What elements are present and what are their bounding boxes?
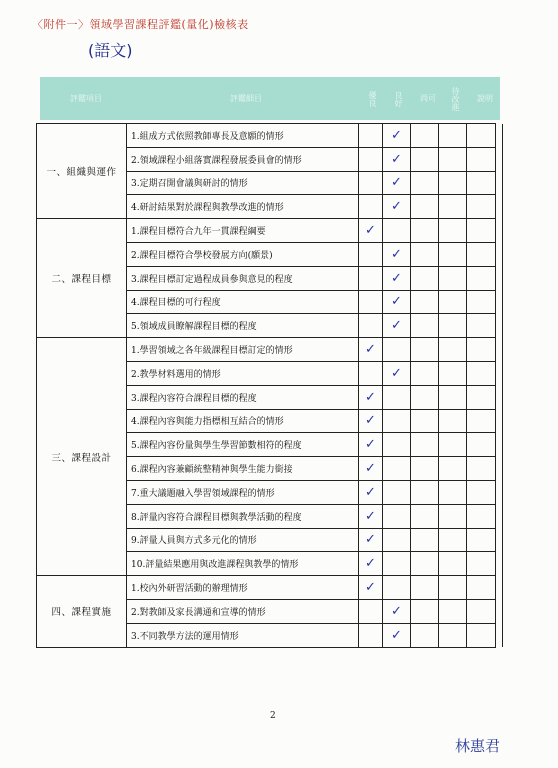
rating-cell — [467, 242, 496, 266]
criterion-text: 7.重大議題融入學習領域課程的情形 — [127, 480, 359, 504]
criterion-text: 1.課程目標符合九年一貫課程綱要 — [127, 219, 359, 243]
rating-cell — [439, 528, 467, 552]
rating-cell — [359, 361, 383, 385]
check-mark: ✓ — [383, 242, 411, 266]
check-mark: ✓ — [383, 171, 411, 195]
rating-cell — [439, 266, 467, 290]
rating-cell — [411, 124, 439, 148]
check-mark: ✓ — [359, 576, 383, 600]
margin-cell — [496, 385, 503, 409]
rating-cell — [467, 266, 496, 290]
subject-label: (語文) — [88, 41, 133, 60]
rating-cell — [467, 599, 496, 623]
rating-cell — [411, 314, 439, 338]
table-row — [37, 219, 503, 243]
rating-cell — [411, 195, 439, 219]
form-title: 〈附件一〉領域學習課程評鑑(量化)檢核表 — [32, 18, 249, 31]
rating-cell — [383, 338, 411, 362]
rating-cell — [411, 242, 439, 266]
criterion-text: 1.組成方式依照教師專長及意願的情形 — [127, 124, 359, 148]
rating-cell — [411, 409, 439, 433]
criterion-text: 2.教學材料選用的情形 — [127, 361, 359, 385]
check-mark: ✓ — [359, 480, 383, 504]
rating-cell — [383, 552, 411, 576]
rating-cell — [439, 124, 467, 148]
rating-cell — [411, 433, 439, 457]
table-row — [37, 124, 503, 148]
rating-cell — [439, 599, 467, 623]
rating-cell — [439, 552, 467, 576]
rating-cell — [411, 504, 439, 528]
rating-cell — [467, 433, 496, 457]
rating-cell — [439, 480, 467, 504]
rating-cell — [439, 219, 467, 243]
rating-cell — [467, 290, 496, 314]
header-excellent: 優良 — [368, 90, 377, 107]
rating-cell — [467, 361, 496, 385]
criterion-text: 6.課程內容兼顧統整精神與學生能力銜接 — [127, 457, 359, 481]
check-mark: ✓ — [359, 338, 383, 362]
rating-cell — [411, 147, 439, 171]
rating-cell — [383, 480, 411, 504]
rating-cell — [467, 504, 496, 528]
rating-cell — [359, 290, 383, 314]
table-header — [40, 77, 500, 120]
section-name: 三、課程設計 — [37, 338, 127, 576]
rating-cell — [467, 385, 496, 409]
criterion-text: 2.領域課程小組落實課程發展委員會的情形 — [127, 147, 359, 171]
rating-cell — [467, 314, 496, 338]
rating-cell — [467, 171, 496, 195]
check-mark: ✓ — [383, 290, 411, 314]
signature: 林惠君 — [455, 737, 501, 755]
margin-cell — [496, 504, 503, 528]
check-mark: ✓ — [383, 195, 411, 219]
rating-cell — [467, 623, 496, 647]
header-good: 良好 — [394, 90, 403, 107]
check-mark: ✓ — [359, 504, 383, 528]
margin-cell — [496, 433, 503, 457]
margin-cell — [496, 290, 503, 314]
margin-cell — [496, 409, 503, 433]
header-notes: 說明 — [477, 93, 493, 103]
rating-cell — [411, 171, 439, 195]
rating-cell — [467, 147, 496, 171]
criterion-text: 3.定期召開會議與研討的情形 — [127, 171, 359, 195]
rating-cell — [439, 409, 467, 433]
rating-cell — [439, 338, 467, 362]
margin-cell — [496, 124, 503, 148]
margin-cell — [496, 171, 503, 195]
rating-cell — [383, 433, 411, 457]
rating-cell — [439, 433, 467, 457]
table-body — [37, 124, 503, 648]
criterion-text: 3.課程目標訂定過程成員參與意見的程度 — [127, 266, 359, 290]
section-name: 二、課程目標 — [37, 219, 127, 338]
rating-cell — [411, 480, 439, 504]
header-criterion: 評鑑細目 — [230, 93, 262, 103]
rating-cell — [411, 457, 439, 481]
rating-cell — [411, 599, 439, 623]
margin-cell — [496, 457, 503, 481]
rating-cell — [383, 576, 411, 600]
rating-cell — [439, 147, 467, 171]
criterion-text: 3.不同教學方法的運用情形 — [127, 623, 359, 647]
rating-cell — [467, 480, 496, 504]
rating-cell — [359, 314, 383, 338]
margin-cell — [496, 195, 503, 219]
table-row — [37, 576, 503, 600]
rating-cell — [411, 528, 439, 552]
rating-cell — [439, 361, 467, 385]
rating-cell — [439, 195, 467, 219]
rating-cell — [383, 385, 411, 409]
table-row — [37, 338, 503, 362]
margin-cell — [496, 480, 503, 504]
check-mark: ✓ — [383, 599, 411, 623]
margin-cell — [496, 314, 503, 338]
rating-cell — [383, 504, 411, 528]
margin-cell — [496, 528, 503, 552]
rating-cell — [411, 552, 439, 576]
check-mark: ✓ — [383, 314, 411, 338]
margin-cell — [496, 219, 503, 243]
rating-cell — [467, 552, 496, 576]
rating-cell — [439, 290, 467, 314]
rating-cell — [467, 409, 496, 433]
rating-cell — [439, 457, 467, 481]
rating-cell — [467, 457, 496, 481]
rating-cell — [467, 195, 496, 219]
rating-cell — [439, 314, 467, 338]
check-mark: ✓ — [359, 409, 383, 433]
margin-cell — [496, 623, 503, 647]
check-mark: ✓ — [359, 552, 383, 576]
criterion-text: 5.領域成員瞭解課程目標的程度 — [127, 314, 359, 338]
rating-cell — [359, 623, 383, 647]
section-name: 一、組織與運作 — [37, 124, 127, 219]
rating-cell — [359, 599, 383, 623]
rating-cell — [411, 266, 439, 290]
margin-cell — [496, 361, 503, 385]
margin-cell — [496, 552, 503, 576]
rating-cell — [439, 171, 467, 195]
rating-cell — [411, 219, 439, 243]
page-number: 2 — [270, 711, 276, 721]
rating-cell — [439, 504, 467, 528]
check-mark: ✓ — [383, 147, 411, 171]
margin-cell — [496, 338, 503, 362]
section-name: 四、課程實施 — [37, 576, 127, 647]
rating-cell — [383, 219, 411, 243]
criterion-text: 10.評量結果應用與改進課程與教學的情形 — [127, 552, 359, 576]
check-mark: ✓ — [359, 457, 383, 481]
rating-cell — [439, 576, 467, 600]
rating-cell — [411, 576, 439, 600]
rating-cell — [411, 361, 439, 385]
criterion-text: 2.課程目標符合學校發展方向(願景) — [127, 242, 359, 266]
check-mark: ✓ — [383, 124, 411, 148]
rating-cell — [439, 242, 467, 266]
evaluation-table — [36, 123, 503, 648]
header-item: 評鑑項目 — [70, 93, 102, 103]
criterion-text: 5.課程內容份量與學生學習節數相符的程度 — [127, 433, 359, 457]
criterion-text: 4.研討結果對於課程與教學改進的情形 — [127, 195, 359, 219]
check-mark: ✓ — [383, 623, 411, 647]
rating-cell — [439, 623, 467, 647]
criterion-text: 1.校內外研習活動的辦理情形 — [127, 576, 359, 600]
rating-cell — [411, 385, 439, 409]
rating-cell — [411, 623, 439, 647]
rating-cell — [467, 219, 496, 243]
rating-cell — [411, 290, 439, 314]
rating-cell — [467, 576, 496, 600]
check-mark: ✓ — [359, 385, 383, 409]
rating-cell — [359, 266, 383, 290]
margin-cell — [496, 242, 503, 266]
rating-cell — [439, 385, 467, 409]
criterion-text: 8.評量內容符合課程目標與教學活動的程度 — [127, 504, 359, 528]
margin-cell — [496, 266, 503, 290]
criterion-text: 3.課程內容符合課程目標的程度 — [127, 385, 359, 409]
rating-cell — [411, 338, 439, 362]
margin-cell — [496, 147, 503, 171]
check-mark: ✓ — [383, 266, 411, 290]
rating-cell — [383, 528, 411, 552]
check-mark: ✓ — [359, 528, 383, 552]
header-fair: 尚可 — [420, 93, 436, 103]
rating-cell — [383, 409, 411, 433]
check-mark: ✓ — [359, 219, 383, 243]
rating-cell — [383, 457, 411, 481]
rating-cell — [359, 147, 383, 171]
criterion-text: 2.對教師及家長溝通和宣導的情形 — [127, 599, 359, 623]
rating-cell — [359, 242, 383, 266]
check-mark: ✓ — [359, 433, 383, 457]
criterion-text: 1.學習領域之各年級課程目標訂定的情形 — [127, 338, 359, 362]
criterion-text: 4.課程內容與能力指標相互結合的情形 — [127, 409, 359, 433]
rating-cell — [359, 195, 383, 219]
rating-cell — [359, 171, 383, 195]
criterion-text: 4.課程目標的可行程度 — [127, 290, 359, 314]
margin-cell — [496, 576, 503, 600]
criterion-text: 9.評量人員與方式多元化的情形 — [127, 528, 359, 552]
rating-cell — [359, 124, 383, 148]
check-mark: ✓ — [383, 361, 411, 385]
rating-cell — [467, 528, 496, 552]
rating-cell — [467, 124, 496, 148]
rating-cell — [467, 338, 496, 362]
margin-cell — [496, 599, 503, 623]
header-needs-improvement: 待改進 — [451, 86, 460, 111]
